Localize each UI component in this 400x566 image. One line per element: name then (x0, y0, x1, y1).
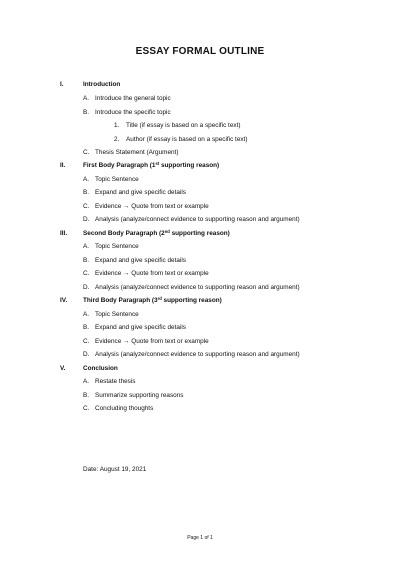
outline-subitem: 2. Author (if essay is based on a specific text) (114, 136, 248, 143)
section-heading: Introduction (83, 81, 121, 88)
section-numeral: IV. (60, 297, 68, 304)
outline-item: C. Evidence → Quote from text or example (83, 203, 209, 210)
section-heading: Conclusion (83, 365, 118, 372)
outline-item: A. Restate thesis (83, 378, 136, 385)
outline-item: A. Introduce the general topic (83, 95, 171, 102)
outline-item: A. Topic Sentence (83, 311, 139, 318)
section-heading: First Body Paragraph (1st supporting reason) (83, 160, 220, 169)
outline-item: D. Analysis (analyze/connect evidence to supporting reason and argument) (83, 216, 300, 223)
section-heading: Second Body Paragraph (2nd supporting reason) (83, 228, 230, 237)
outline-item: C. Thesis Statement (Argument) (83, 149, 179, 156)
section-numeral: I. (60, 81, 64, 88)
right-arrow-icon: → (123, 338, 130, 345)
right-arrow-icon: → (123, 203, 130, 210)
outline-item: B. Expand and give specific details (83, 257, 186, 264)
right-arrow-icon: → (123, 270, 130, 277)
outline-item: C. Evidence → Quote from text or example (83, 338, 209, 345)
outline-item: D. Analysis (analyze/connect evidence to supporting reason and argument) (83, 351, 300, 358)
document-title: ESSAY FORMAL OUTLINE (135, 46, 265, 57)
outline-item: B. Introduce the specific topic (83, 109, 171, 116)
outline-item: C. Evidence → Quote from text or example (83, 270, 209, 277)
outline-item: B. Expand and give specific details (83, 324, 186, 331)
date-line: Date: August 19, 2021 (83, 466, 147, 473)
outline-subitem: 1. Title (if essay is based on a specific text) (114, 122, 241, 129)
section-heading: Third Body Paragraph (3rd supporting reason) (83, 295, 222, 304)
outline-item: A. Topic Sentence (83, 176, 139, 183)
outline-item: A. Topic Sentence (83, 243, 139, 250)
section-numeral: III. (60, 230, 68, 237)
outline-item: D. Analysis (analyze/connect evidence to supporting reason and argument) (83, 284, 300, 291)
outline-item: C. Concluding thoughts (83, 405, 154, 412)
section-numeral: II. (60, 162, 66, 169)
outline-item: B. Summarize supporting reasons (83, 392, 184, 399)
page-footer: Page 1 of 1 (187, 535, 213, 541)
outline-item: B. Expand and give specific details (83, 189, 186, 196)
section-numeral: V. (60, 365, 66, 372)
